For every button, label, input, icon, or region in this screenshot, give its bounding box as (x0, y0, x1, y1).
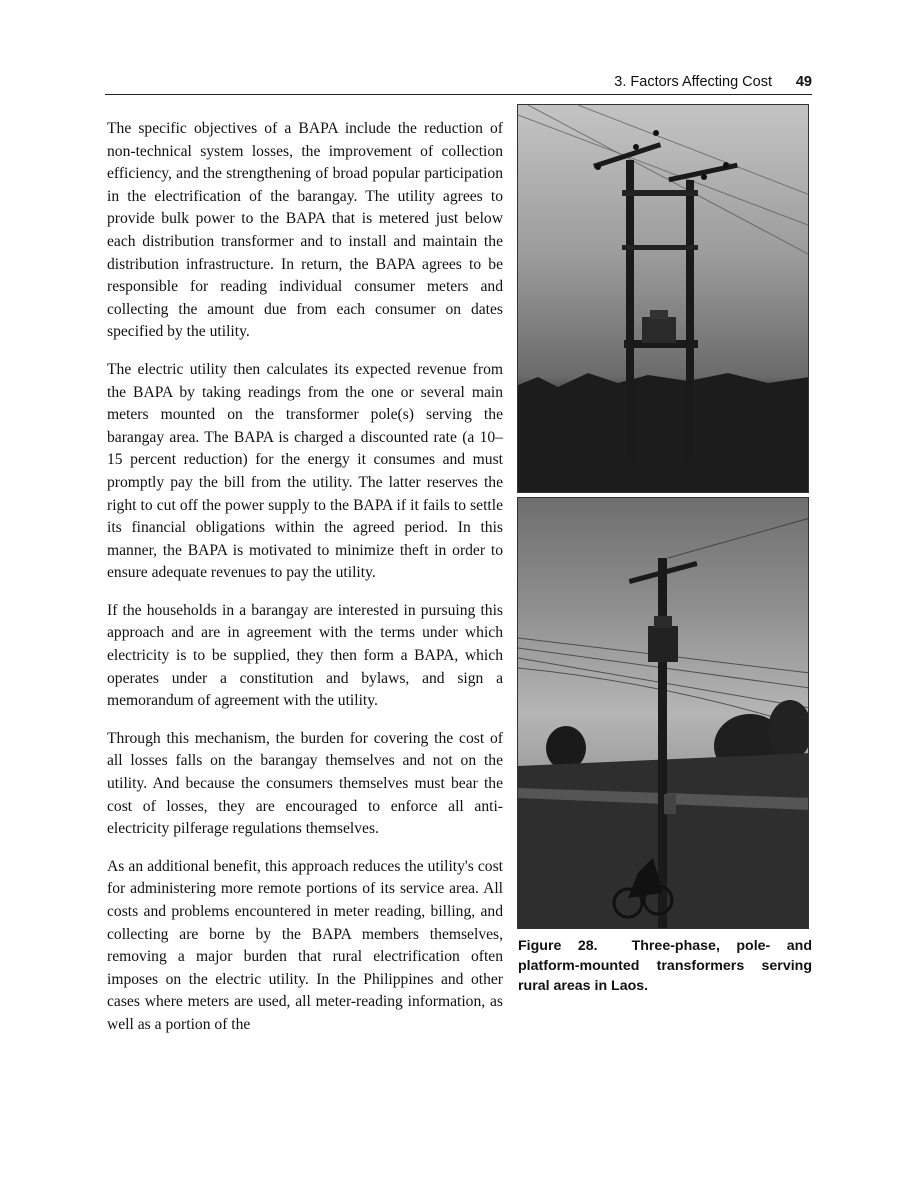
paragraph-4: Through this mechanism, the burden for covering the cost of all losses falls on the barangay themselves and not on the utility. And because the consumers themselves must bear the cost of losses, they are encouraged to enforce all anti-electricity pilferage regulations themselves. (107, 729, 503, 838)
paragraph-1: The specific objectives of a BAPA include the reduction of non-technical system losses, the improvement of collection efficiency, and the strengthening of broad popular participation in the electrification of the barangay. The utility agrees to provide bulk power to the BAPA that is metered just below each distribution transformer and to install and maintain the distribution infrastructure. In return, the BAPA agrees to be responsible for reading individual consumer meters and collecting the amount due from each consumer on dates specified by the utility. (107, 120, 503, 341)
figure-label: Figure 28. (518, 938, 598, 954)
body-text-column (107, 118, 503, 1052)
page-number: 49 (795, 74, 812, 90)
paragraph-2: The electric utility then calculates its expected revenue from the BAPA by taking readings from the one or several main meters mounted on the transformer pole(s) serving the barangay area. The BAPA is charged a discounted rate (a 10–15 percent reduction) for the energy it consumes and must promptly pay the bill from the utility. The latter reserves the right to cut off the power supply to the BAPA if it fails to settle its financial obligations within the agreed period. In this manner, the BAPA is motivated to minimize theft in order to ensure adequate revenues to pay the utility. (107, 360, 503, 582)
section-title: 3. Factors Affecting Cost (614, 74, 772, 90)
paragraph-3: If the households in a barangay are interested in pursuing this approach and are in agreement with the terms under which electricity is to be supplied, they then form a BAPA, which operates under a constitution and bylaws, and sign a memorandum of agreement with the utility. (107, 601, 503, 710)
paragraph-5: As an additional benefit, this approach reduces the utility's cost for administering more remote portions of its service area. All costs and problems encountered in meter reading, billing, and collecting are borne by the BAPA members themselves, removing a major burden that rural electrification often imposes on the electric utility. In the Philippines and other cases where meters are used, all meter-reading information, as well as a portion of the (107, 857, 503, 1033)
running-header (105, 74, 812, 95)
photo-platform-transformer (517, 104, 809, 493)
figure-caption-text: Three-phase, pole- and platform-mounted transformers serving rural areas in Laos. (518, 938, 812, 994)
figure-caption (518, 936, 812, 996)
photo-pole-mounted-transformer (517, 497, 809, 929)
